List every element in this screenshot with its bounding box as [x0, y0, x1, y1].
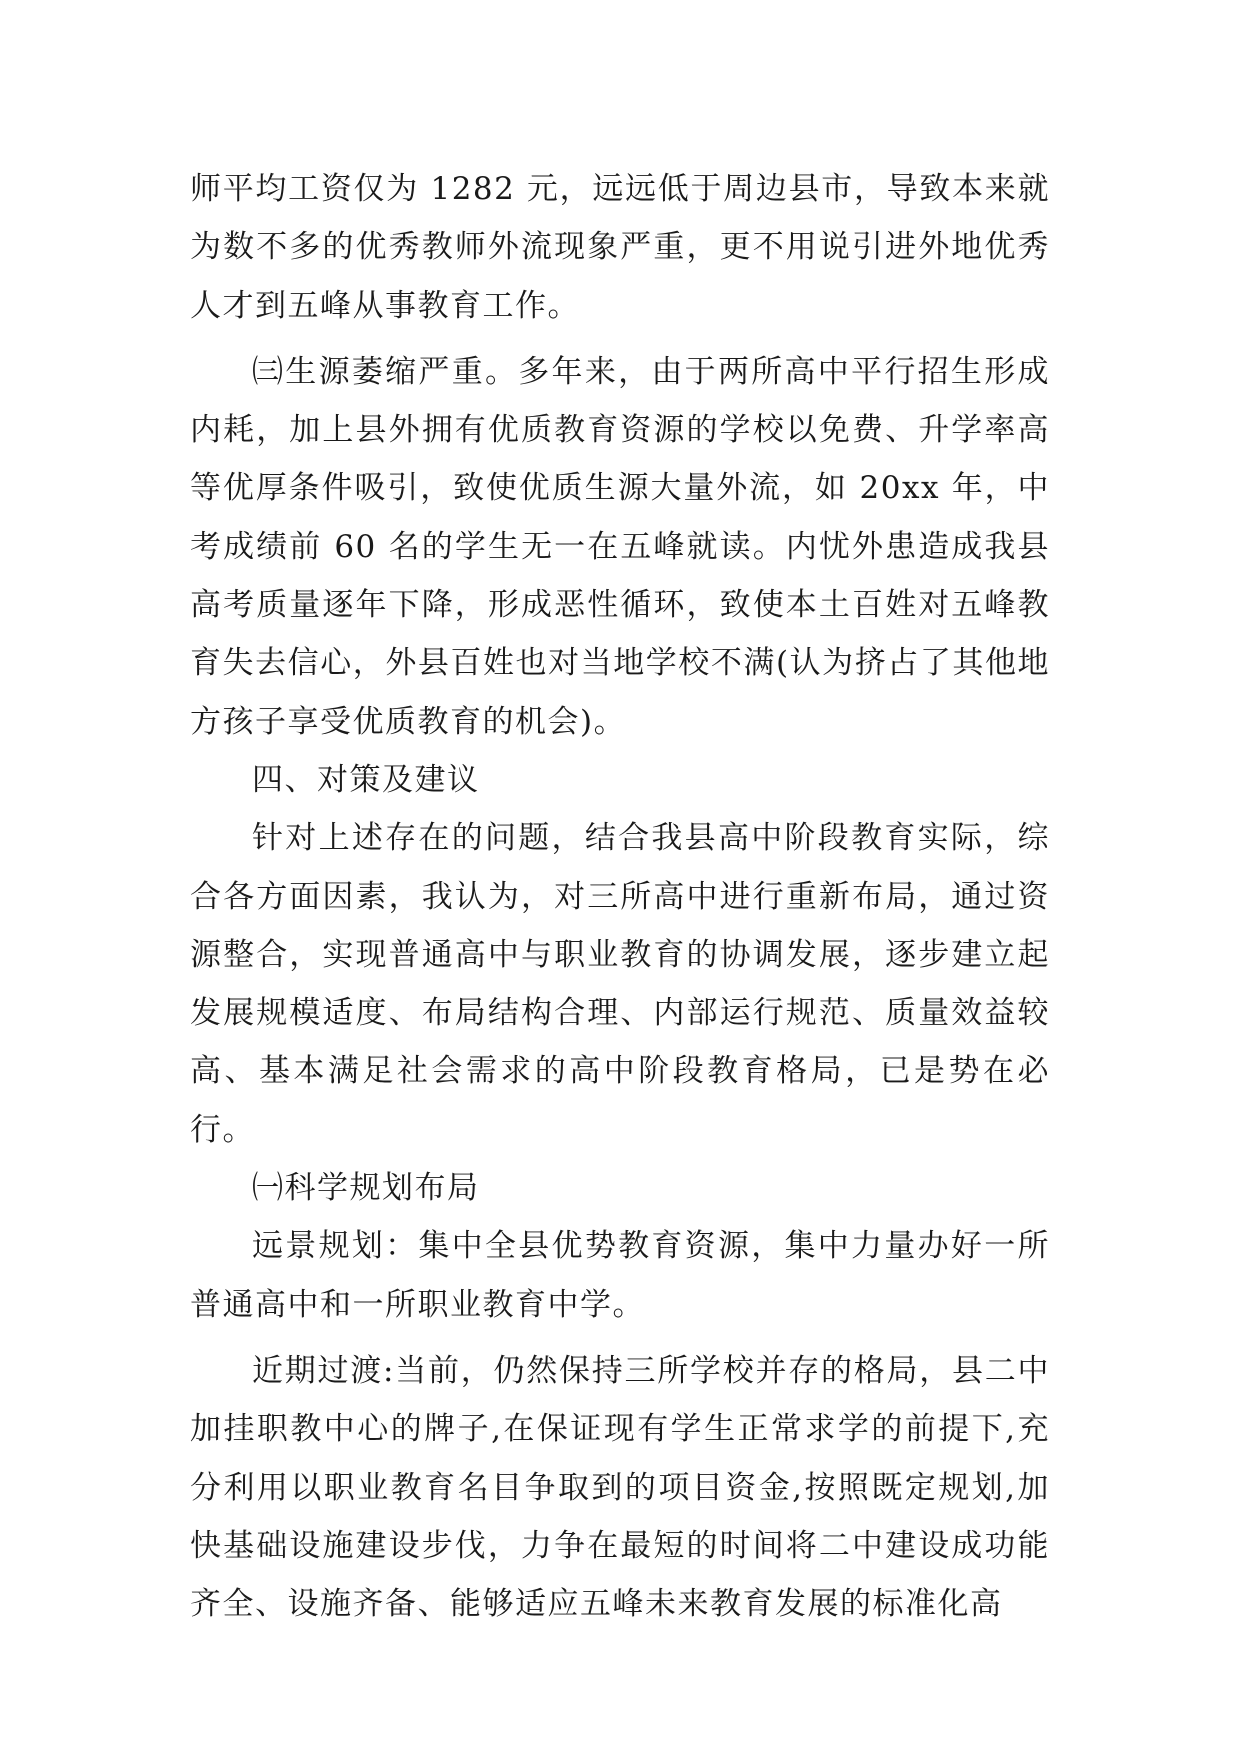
paragraph-teacher-salary: 师平均工资仅为 1282 元，远远低于周边县市，导致本来就为数不多的优秀教师外流现象严重，更不用说引进外地优秀人才到五峰从事教育工作。 — [190, 171, 1050, 324]
section-heading-measures: 四、对策及建议 — [252, 761, 480, 798]
subheading-planning-layout: ㈠科学规划布局 — [252, 1170, 480, 1207]
paragraph-student-source: ㈢生源萎缩严重。多年来，由于两所高中平行招生形成内耗，加上县外拥有优质教育资源的学校以免费、升学率高等优厚条件吸引，致使优质生源大量外流，如 20xx 年，中考成绩前 60 名的学生无一在五峰就读。内忧外患造成我县高考质量逐年下降，形成恶性循环，致使本土百姓对五峰教育失去信心，外县百姓也对当地学校不满(认为挤占了其他地方孩子享受优质教育的机会)。 — [190, 353, 1050, 740]
paragraph-measures-intro: 针对上述存在的问题，结合我县高中阶段教育实际，综合各方面因素，我认为，对三所高中进行重新布局，通过资源整合，实现普通高中与职业教育的协调发展，逐步建立起发展规模适度、布局结构合理、内部运行规范、质量效益较高、基本满足社会需求的高中阶段教育格局，已是势在必行。 — [190, 820, 1050, 1148]
paragraph-long-term-plan: 远景规划：集中全县优势教育资源，集中力量办好一所普通高中和一所职业教育中学。 — [190, 1228, 1050, 1323]
document-body — [190, 160, 1050, 1633]
paragraph-short-term-transition: 近期过渡:当前，仍然保持三所学校并存的格局，县二中加挂职教中心的牌子,在保证现有学生正常求学的前提下,充分利用以职业教育名目争取到的项目资金,按照既定规划,加快基础设施建设步伐，力争在最短的时间将二中建设成功能齐全、设施齐备、能够适应五峰未来教育发展的标准化高 — [190, 1352, 1050, 1623]
